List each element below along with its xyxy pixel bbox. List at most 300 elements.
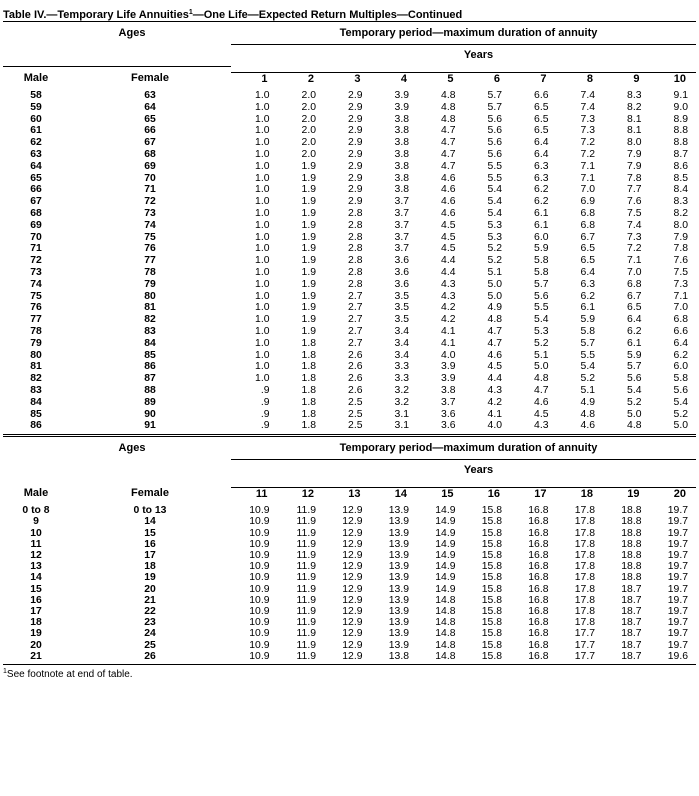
- male-age-cell: 67: [30, 196, 42, 208]
- multiple-value-cell: 5.0: [673, 420, 688, 432]
- multiple-value-cell: 7.3: [580, 113, 595, 125]
- year-column-header: 7: [540, 72, 547, 85]
- multiple-value-cell: 3.5: [394, 314, 409, 326]
- multiple-value-cell: 1.9: [301, 302, 316, 314]
- multiple-value-cell: 11.9: [296, 505, 316, 517]
- multiple-value-cell: 4.7: [441, 160, 456, 172]
- multiple-value-cell: 2.6: [348, 349, 363, 361]
- multiple-value-cell: 12.9: [342, 527, 363, 539]
- multiple-value-cell: 2.8: [348, 207, 363, 219]
- multiple-value-cell: 7.3: [627, 231, 642, 243]
- multiple-value-cell: 1.9: [301, 243, 316, 255]
- multiple-value-cell: 15.8: [481, 561, 502, 573]
- multiple-value-cell: 15.8: [481, 538, 502, 550]
- multiple-value-cell: 4.5: [441, 243, 456, 255]
- multiple-value-cell: 2.0: [301, 90, 316, 101]
- table-row: [3, 326, 696, 338]
- multiple-value-cell: 6.2: [534, 196, 549, 208]
- female-age-cell: 75: [144, 231, 156, 243]
- multiple-value-cell: 5.5: [487, 160, 502, 172]
- multiple-value-cell: 18.8: [621, 505, 642, 517]
- multiple-value-cell: 10.9: [249, 594, 270, 606]
- multiple-value-cell: 14.9: [435, 538, 456, 550]
- multiple-value-cell: 6.8: [673, 314, 688, 326]
- multiple-value-cell: 19.7: [667, 594, 688, 606]
- female-age-cell: 67: [144, 137, 156, 149]
- multiple-value-cell: 4.6: [441, 184, 456, 196]
- female-age-cell: 81: [144, 302, 156, 314]
- multiple-value-cell: 3.6: [394, 255, 409, 267]
- male-age-cell: 12: [30, 549, 42, 561]
- multiple-value-cell: 4.2: [487, 396, 502, 408]
- multiple-value-cell: 4.4: [441, 266, 456, 278]
- multiple-value-cell: 14.9: [435, 549, 456, 561]
- male-age-cell: 19: [30, 628, 42, 640]
- multiple-value-cell: 13.9: [388, 549, 409, 561]
- multiple-value-cell: 11.9: [296, 617, 316, 629]
- multiple-value-cell: 17.8: [574, 561, 595, 573]
- multiple-value-cell: 4.2: [441, 314, 456, 326]
- multiple-value-cell: 4.6: [441, 196, 456, 208]
- multiple-value-cell: 8.3: [627, 90, 642, 101]
- multiple-value-cell: 3.6: [441, 408, 456, 420]
- multiple-value-cell: 1.8: [301, 361, 316, 373]
- female-age-cell: 70: [144, 172, 156, 184]
- male-age-cell: 79: [30, 337, 42, 349]
- multiple-value-cell: 19.7: [667, 527, 688, 539]
- year-column-header: 13: [348, 487, 361, 500]
- multiple-value-cell: 12.9: [342, 605, 363, 617]
- multiple-value-cell: 2.9: [348, 90, 363, 101]
- multiple-value-cell: 1.9: [301, 314, 316, 326]
- male-age-cell: 17: [30, 605, 42, 617]
- multiple-value-cell: 1.9: [301, 231, 316, 243]
- multiple-value-cell: 10.9: [249, 561, 270, 573]
- multiple-value-cell: 5.2: [627, 396, 642, 408]
- multiple-value-cell: 2.9: [348, 148, 363, 160]
- multiple-value-cell: 3.8: [394, 160, 409, 172]
- multiple-value-cell: 2.7: [348, 290, 363, 302]
- multiple-value-cell: 11.9: [296, 605, 316, 617]
- table-body-1: [3, 90, 696, 432]
- female-header-2: Female: [131, 487, 169, 500]
- multiple-value-cell: 5.4: [487, 184, 502, 196]
- multiple-value-cell: 5.6: [673, 384, 688, 396]
- multiple-value-cell: 18.8: [621, 549, 642, 561]
- multiple-value-cell: 9.0: [673, 101, 688, 113]
- multiple-value-cell: 12.9: [342, 617, 363, 629]
- multiple-value-cell: 12.9: [342, 505, 363, 517]
- multiple-value-cell: 6.3: [534, 172, 549, 184]
- multiple-value-cell: 2.8: [348, 219, 363, 231]
- table-title: [3, 4, 696, 22]
- multiple-value-cell: 7.0: [673, 302, 688, 314]
- male-header-2: Male: [23, 487, 49, 500]
- multiple-value-cell: 18.7: [621, 650, 642, 662]
- table-row: [3, 539, 696, 550]
- multiple-value-cell: 3.1: [394, 408, 409, 420]
- multiple-value-cell: 1.8: [301, 337, 316, 349]
- multiple-value-cell: 17.8: [574, 572, 595, 584]
- multiple-value-cell: 3.8: [441, 384, 456, 396]
- table-row: [3, 208, 696, 220]
- multiple-value-cell: 7.5: [627, 207, 642, 219]
- female-age-cell: 65: [144, 113, 156, 125]
- multiple-value-cell: 11.9: [296, 549, 316, 561]
- multiple-value-cell: 1.8: [301, 420, 316, 432]
- multiple-value-cell: 3.5: [394, 290, 409, 302]
- multiple-value-cell: 16.8: [528, 594, 549, 606]
- multiple-value-cell: 4.5: [487, 361, 502, 373]
- multiple-value-cell: 1.0: [255, 337, 270, 349]
- multiple-value-cell: 3.2: [394, 384, 409, 396]
- multiple-value-cell: 6.3: [580, 278, 595, 290]
- multiple-value-cell: 1.0: [255, 290, 270, 302]
- year-column-header: 3: [354, 72, 361, 85]
- multiple-value-cell: 4.9: [487, 302, 502, 314]
- multiple-value-cell: 2.5: [348, 420, 363, 432]
- male-age-cell: 62: [30, 137, 42, 149]
- male-age-cell: 73: [30, 266, 42, 278]
- multiple-value-cell: 8.3: [673, 196, 688, 208]
- multiple-value-cell: 15.8: [481, 594, 502, 606]
- multiple-value-cell: 5.4: [487, 196, 502, 208]
- multiple-value-cell: 8.4: [673, 184, 688, 196]
- multiple-value-cell: 1.9: [301, 266, 316, 278]
- table-row: [3, 267, 696, 279]
- male-age-cell: 86: [30, 420, 42, 432]
- multiple-value-cell: 6.4: [673, 337, 688, 349]
- multiple-value-cell: 1.9: [301, 160, 316, 172]
- multiple-value-cell: 15.8: [481, 650, 502, 662]
- female-age-cell: 88: [144, 384, 156, 396]
- multiple-value-cell: 8.2: [627, 101, 642, 113]
- multiple-value-cell: 5.0: [487, 290, 502, 302]
- year-column-header: 10: [673, 72, 686, 85]
- multiple-value-cell: 13.9: [388, 572, 409, 584]
- ages-header: Ages: [118, 27, 146, 39]
- multiple-value-cell: 14.8: [435, 628, 456, 640]
- multiple-value-cell: 12.9: [342, 650, 363, 662]
- multiple-value-cell: 6.1: [580, 302, 595, 314]
- multiple-value-cell: 18.7: [621, 628, 642, 640]
- male-age-cell: 69: [30, 219, 42, 231]
- multiple-value-cell: 15.8: [481, 516, 502, 528]
- table-title-suffix: —One Life—Expected Return Multiples—Continued: [192, 9, 463, 21]
- multiple-value-cell: 4.3: [441, 290, 456, 302]
- multiple-value-cell: 17.8: [574, 527, 595, 539]
- table-row: [3, 617, 696, 628]
- multiple-value-cell: 11.9: [296, 561, 316, 573]
- multiple-value-cell: 13.9: [388, 594, 409, 606]
- multiple-value-cell: 1.9: [301, 172, 316, 184]
- multiple-value-cell: 1.0: [255, 219, 270, 231]
- multiple-value-cell: 5.7: [487, 101, 502, 113]
- multiple-value-cell: 1.0: [255, 314, 270, 326]
- multiple-value-cell: 12.9: [342, 516, 363, 528]
- multiple-value-cell: 11.9: [296, 628, 316, 640]
- multiple-value-cell: 4.1: [441, 337, 456, 349]
- multiple-value-cell: 10.9: [249, 628, 270, 640]
- multiple-value-cell: 14.8: [435, 639, 456, 651]
- multiple-value-cell: 3.7: [394, 231, 409, 243]
- multiple-value-cell: 7.1: [580, 160, 595, 172]
- female-age-cell: 64: [144, 101, 156, 113]
- year-column-header: 1: [261, 72, 268, 85]
- multiple-value-cell: 14.9: [435, 583, 456, 595]
- multiple-value-cell: 6.0: [534, 231, 549, 243]
- multiple-value-cell: 16.8: [528, 527, 549, 539]
- multiple-value-cell: 5.7: [627, 361, 642, 373]
- multiple-value-cell: 16.8: [528, 561, 549, 573]
- multiple-value-cell: 19.7: [667, 617, 688, 629]
- multiple-value-cell: 14.9: [435, 505, 456, 517]
- multiple-value-cell: 3.4: [394, 337, 409, 349]
- multiple-value-cell: 1.0: [255, 302, 270, 314]
- multiple-value-cell: 16.8: [528, 617, 549, 629]
- female-age-cell: 14: [144, 516, 156, 528]
- multiple-value-cell: 2.7: [348, 337, 363, 349]
- table-row: [3, 606, 696, 617]
- female-age-cell: 18: [144, 561, 156, 573]
- multiple-value-cell: 16.8: [528, 572, 549, 584]
- multiple-value-cell: 3.4: [394, 325, 409, 337]
- multiple-value-cell: 14.8: [435, 650, 456, 662]
- multiple-value-cell: 7.3: [673, 278, 688, 290]
- multiple-value-cell: 17.8: [574, 617, 595, 629]
- multiple-value-cell: 2.8: [348, 243, 363, 255]
- multiple-value-cell: 4.3: [534, 420, 549, 432]
- male-age-cell: 10: [30, 527, 42, 539]
- multiple-value-cell: 4.6: [441, 207, 456, 219]
- multiple-value-cell: 3.8: [394, 125, 409, 137]
- multiple-value-cell: 1.0: [255, 349, 270, 361]
- multiple-value-cell: 15.8: [481, 572, 502, 584]
- multiple-value-cell: 4.3: [487, 384, 502, 396]
- year-column-header: 14: [394, 487, 407, 500]
- multiple-value-cell: 9.1: [673, 90, 688, 101]
- multiple-value-cell: 1.0: [255, 231, 270, 243]
- multiple-value-cell: 2.0: [301, 125, 316, 137]
- multiple-value-cell: 3.3: [394, 361, 409, 373]
- male-age-cell: 64: [30, 160, 42, 172]
- multiple-value-cell: 16.8: [528, 549, 549, 561]
- period-header-2: Temporary period—maximum duration of annuity: [339, 441, 598, 454]
- multiple-value-cell: 3.9: [394, 90, 409, 101]
- multiple-value-cell: 18.8: [621, 516, 642, 528]
- multiple-value-cell: 2.9: [348, 184, 363, 196]
- multiple-value-cell: 13.8: [388, 650, 409, 662]
- multiple-value-cell: 3.7: [394, 196, 409, 208]
- multiple-value-cell: 1.0: [255, 101, 270, 113]
- multiple-value-cell: 10.9: [249, 639, 270, 651]
- multiple-value-cell: 1.0: [255, 373, 270, 385]
- multiple-value-cell: 4.4: [487, 373, 502, 385]
- multiple-value-cell: 7.2: [580, 148, 595, 160]
- multiple-value-cell: 6.5: [580, 243, 595, 255]
- period-header: Temporary period—maximum duration of annuity: [339, 26, 598, 39]
- multiple-value-cell: 1.8: [301, 396, 316, 408]
- multiple-value-cell: 3.7: [394, 243, 409, 255]
- multiple-value-cell: 1.9: [301, 278, 316, 290]
- multiple-value-cell: 2.0: [301, 113, 316, 125]
- footnote-text: See footnote at end of table.: [6, 668, 133, 680]
- female-age-cell: 24: [144, 628, 156, 640]
- multiple-value-cell: 2.5: [348, 408, 363, 420]
- multiple-value-cell: 4.7: [441, 125, 456, 137]
- multiple-value-cell: 11.9: [296, 594, 316, 606]
- multiple-value-cell: 2.9: [348, 160, 363, 172]
- multiple-value-cell: 5.9: [534, 243, 549, 255]
- multiple-value-cell: 8.8: [673, 125, 688, 137]
- multiple-value-cell: 3.1: [394, 420, 409, 432]
- female-age-cell: 76: [144, 243, 156, 255]
- female-age-cell: 63: [144, 90, 156, 101]
- female-age-cell: 82: [144, 314, 156, 326]
- table-row: [3, 102, 696, 114]
- multiple-value-cell: 8.8: [673, 137, 688, 149]
- table-row: [3, 651, 696, 662]
- multiple-value-cell: 6.5: [580, 255, 595, 267]
- multiple-value-cell: 7.6: [673, 255, 688, 267]
- multiple-value-cell: 19.7: [667, 639, 688, 651]
- multiple-value-cell: 19.7: [667, 505, 688, 517]
- male-age-cell: 11: [30, 538, 42, 550]
- multiple-value-cell: 5.8: [534, 266, 549, 278]
- multiple-value-cell: 3.4: [394, 349, 409, 361]
- multiple-value-cell: 8.9: [673, 113, 688, 125]
- male-age-cell: 13: [30, 561, 42, 573]
- male-age-cell: 63: [30, 148, 42, 160]
- male-age-cell: 65: [30, 172, 42, 184]
- multiple-value-cell: 3.8: [394, 172, 409, 184]
- multiple-value-cell: 6.2: [627, 325, 642, 337]
- multiple-value-cell: 2.0: [301, 148, 316, 160]
- table-title-text: Table IV.—Temporary Life Annuities: [3, 9, 189, 21]
- multiple-value-cell: 4.1: [441, 325, 456, 337]
- multiple-value-cell: 1.0: [255, 148, 270, 160]
- multiple-value-cell: 7.6: [627, 196, 642, 208]
- multiple-value-cell: 1.9: [301, 325, 316, 337]
- annuity-table-section-1: [3, 22, 696, 432]
- multiple-value-cell: 11.9: [296, 516, 316, 528]
- multiple-value-cell: 14.9: [435, 561, 456, 573]
- table-row: [3, 595, 696, 606]
- multiple-value-cell: 6.4: [627, 314, 642, 326]
- multiple-value-cell: 13.9: [388, 605, 409, 617]
- multiple-value-cell: 8.6: [673, 160, 688, 172]
- male-age-cell: 78: [30, 325, 42, 337]
- year-column-header: 5: [447, 72, 454, 85]
- multiple-value-cell: 5.7: [487, 90, 502, 101]
- multiple-value-cell: 17.7: [574, 639, 595, 651]
- female-age-cell: 77: [144, 255, 156, 267]
- multiple-value-cell: 8.0: [673, 219, 688, 231]
- female-age-cell: 90: [144, 408, 156, 420]
- multiple-value-cell: 1.9: [301, 255, 316, 267]
- footnote-marker: 1: [188, 9, 193, 16]
- female-age-cell: 20: [144, 583, 156, 595]
- multiple-value-cell: .9: [260, 384, 270, 396]
- multiple-value-cell: 4.8: [441, 113, 456, 125]
- multiple-value-cell: 4.7: [534, 384, 549, 396]
- multiple-value-cell: 2.8: [348, 278, 363, 290]
- multiple-value-cell: 10.9: [249, 605, 270, 617]
- male-age-cell: 66: [30, 184, 42, 196]
- multiple-value-cell: 1.8: [301, 373, 316, 385]
- multiple-value-cell: 8.1: [627, 113, 642, 125]
- multiple-value-cell: 5.3: [487, 219, 502, 231]
- multiple-value-cell: 1.0: [255, 207, 270, 219]
- multiple-value-cell: 5.8: [534, 255, 549, 267]
- table-row: [3, 350, 696, 362]
- multiple-value-cell: 12.9: [342, 549, 363, 561]
- multiple-value-cell: 2.8: [348, 231, 363, 243]
- multiple-value-cell: 10.9: [249, 650, 270, 662]
- multiple-value-cell: 12.9: [342, 639, 363, 651]
- year-header-row-1: [231, 72, 696, 85]
- multiple-value-cell: 4.1: [487, 408, 502, 420]
- multiple-value-cell: 18.7: [621, 594, 642, 606]
- multiple-value-cell: 5.6: [487, 113, 502, 125]
- multiple-value-cell: 4.0: [441, 349, 456, 361]
- multiple-value-cell: 6.1: [627, 337, 642, 349]
- female-age-cell: 68: [144, 148, 156, 160]
- multiple-value-cell: 16.8: [528, 505, 549, 517]
- multiple-value-cell: 10.9: [249, 516, 270, 528]
- footnote: [3, 668, 696, 680]
- table-row: [3, 528, 696, 539]
- multiple-value-cell: 3.6: [441, 420, 456, 432]
- multiple-value-cell: 14.9: [435, 516, 456, 528]
- multiple-value-cell: 2.9: [348, 137, 363, 149]
- table-row: [3, 409, 696, 421]
- female-age-cell: 0 to 13: [133, 505, 167, 517]
- multiple-value-cell: 3.7: [441, 396, 456, 408]
- multiple-value-cell: 15.8: [481, 617, 502, 629]
- male-age-cell: 74: [30, 278, 42, 290]
- multiple-value-cell: 18.7: [621, 639, 642, 651]
- multiple-value-cell: 7.4: [627, 219, 642, 231]
- year-column-header: 15: [441, 487, 454, 500]
- table-row: [3, 291, 696, 303]
- table-row: [3, 161, 696, 173]
- multiple-value-cell: 3.6: [394, 266, 409, 278]
- multiple-value-cell: 2.7: [348, 325, 363, 337]
- multiple-value-cell: 6.2: [673, 349, 688, 361]
- document-page: [3, 0, 696, 680]
- multiple-value-cell: 5.6: [487, 125, 502, 137]
- multiple-value-cell: 13.9: [388, 583, 409, 595]
- female-age-cell: 69: [144, 160, 156, 172]
- table-row: [3, 173, 696, 185]
- multiple-value-cell: 1.0: [255, 172, 270, 184]
- multiple-value-cell: 12.9: [342, 538, 363, 550]
- table-row: [3, 572, 696, 583]
- table-row: [3, 516, 696, 527]
- multiple-value-cell: 18.8: [621, 572, 642, 584]
- multiple-value-cell: 4.6: [441, 172, 456, 184]
- year-column-header: 12: [301, 487, 314, 500]
- female-age-cell: 87: [144, 373, 156, 385]
- male-header: Male: [23, 72, 49, 85]
- multiple-value-cell: 1.0: [255, 278, 270, 290]
- multiple-value-cell: 3.5: [394, 302, 409, 314]
- multiple-value-cell: 7.4: [580, 90, 595, 101]
- female-age-cell: 72: [144, 196, 156, 208]
- table-row: [3, 184, 696, 196]
- multiple-value-cell: 18.7: [621, 617, 642, 629]
